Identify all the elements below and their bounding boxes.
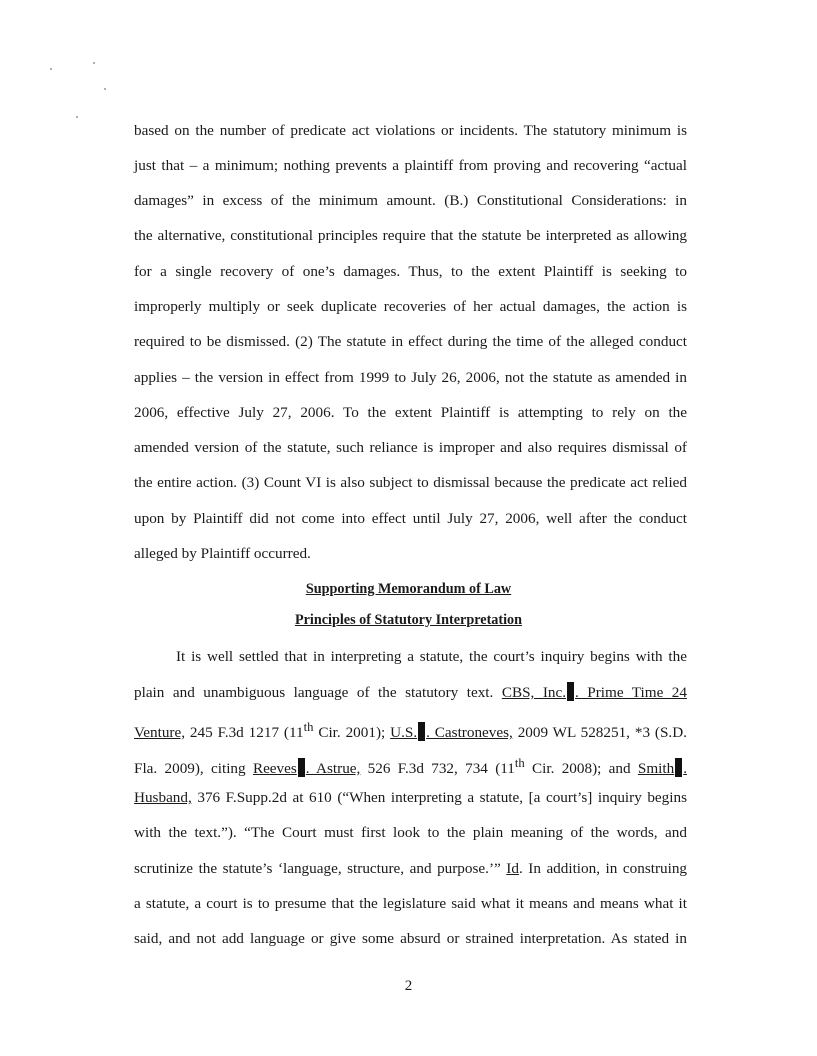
body-line: upon by Plaintiff did not come into effect until July 27, 2006, well after the conduct bbox=[134, 510, 687, 527]
citation-us: U.S. bbox=[390, 724, 418, 742]
body-line: required to be dismissed. (2) The statute in effect during the time of the alleged conduct bbox=[134, 333, 687, 350]
body-line: just that – a minimum; nothing prevents a plaintiff from proving and recovering “actual bbox=[134, 157, 687, 174]
body-line: the alternative, constitutional principles require that the statute be interpreted as allowing bbox=[134, 227, 687, 244]
body-line: improperly multiply or seek duplicate recoveries of her actual damages, the action is bbox=[134, 298, 687, 315]
body-line: amended version of the statute, such reliance is improper and also requires dismissal of bbox=[134, 439, 687, 456]
citation-id: Id bbox=[506, 860, 519, 877]
citation-cbs: CBS, Inc. bbox=[501, 684, 567, 701]
body-line: based on the number of predicate act violations or incidents. The statutory minimum is bbox=[134, 122, 687, 139]
scan-speck bbox=[76, 116, 78, 118]
body-line: the entire action. (3) Count VI is also subject to dismissal because the predicate act relied bbox=[134, 474, 687, 491]
memo-text: 245 F.3d 1217 (11 bbox=[185, 724, 304, 742]
superscript: th bbox=[514, 756, 525, 770]
redaction-block bbox=[298, 758, 305, 777]
body-line: applies – the version in effect from 1999 to July 26, 2006, not the statute as amended in bbox=[134, 369, 687, 386]
memo-line bbox=[134, 682, 687, 703]
page-number: 2 bbox=[404, 978, 413, 994]
memo-text: . In addition, in construing bbox=[518, 860, 688, 877]
scan-speck bbox=[93, 62, 95, 64]
memo-text: scrutinize the statute’s ‘language, structure, and purpose.’” bbox=[134, 860, 507, 877]
memo-line: with the text.”). “The Court must first look to the plain meaning of the words, and bbox=[134, 824, 687, 841]
memo-text: Cir. 2001); bbox=[313, 724, 391, 742]
citation-smith: Smith bbox=[637, 760, 675, 778]
citation-castroneves: . Castroneves, bbox=[426, 724, 513, 742]
redaction-block bbox=[418, 722, 425, 741]
memo-text: 526 F.3d 732, 734 (11 bbox=[360, 760, 515, 778]
memo-text: 376 F.Supp.2d at 610 (“When interpreting a statute, [a court’s] inquiry begins bbox=[191, 789, 687, 806]
memo-line: It is well settled that in interpreting a statute, the court’s inquiry begins with the bbox=[176, 648, 687, 665]
subsection-heading: Principles of Statutory Interpretation bbox=[294, 612, 523, 628]
memo-line: a statute, a court is to presume that the legislature said what it means and means what it bbox=[134, 895, 687, 912]
memo-text: 2009 WL 528251, *3 (S.D. bbox=[512, 724, 687, 742]
memo-line: said, and not add language or give some absurd or strained interpretation. As stated in bbox=[134, 930, 687, 947]
memo-text: plain and unambiguous language of the statutory text. bbox=[134, 684, 494, 701]
redaction-block bbox=[567, 682, 574, 701]
citation-dot: . bbox=[683, 760, 687, 778]
citation-astrue: . Astrue, bbox=[305, 760, 361, 778]
citation-prime-time: . Prime Time 24 bbox=[575, 684, 687, 701]
memo-text: Fla. 2009), citing bbox=[134, 760, 253, 778]
memo-line bbox=[134, 788, 687, 808]
memo-line bbox=[134, 753, 687, 779]
memo-text: Cir. 2008); and bbox=[524, 760, 638, 778]
body-line: for a single recovery of one’s damages. Thus, to the extent Plaintiff is seeking to bbox=[134, 263, 687, 280]
scan-speck bbox=[50, 68, 52, 70]
citation-husband: Husband, bbox=[134, 789, 192, 806]
redaction-block bbox=[675, 758, 682, 777]
superscript: th bbox=[303, 720, 314, 734]
memo-line bbox=[134, 859, 687, 879]
scan-speck bbox=[104, 88, 106, 90]
body-line: damages” in excess of the minimum amount. (B.) Constitutional Considerations: in bbox=[134, 192, 687, 209]
section-heading: Supporting Memorandum of Law bbox=[305, 581, 512, 597]
body-line: alleged by Plaintiff occurred. bbox=[134, 545, 311, 562]
citation-reeves: Reeves bbox=[252, 760, 297, 778]
body-line: 2006, effective July 27, 2006. To the extent Plaintiff is attempting to rely on the bbox=[134, 404, 687, 421]
citation-venture: Venture, bbox=[134, 724, 186, 742]
memo-line bbox=[134, 717, 687, 743]
